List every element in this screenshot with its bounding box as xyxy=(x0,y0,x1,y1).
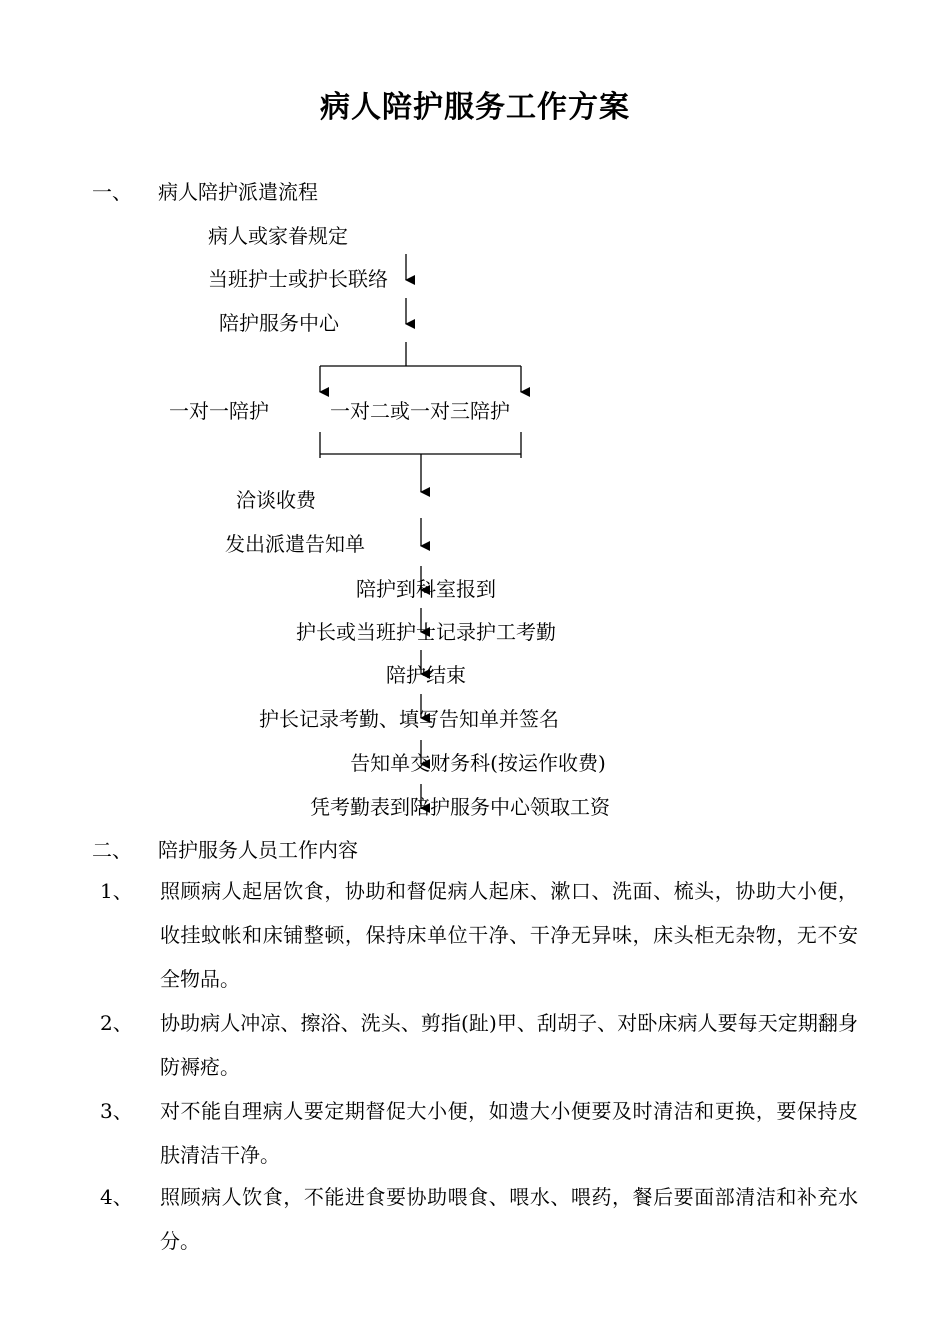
section-2-title: 陪护服务人员工作内容 xyxy=(158,838,358,862)
flow-step-collect-wages: 凭考勤表到陪护服务中心领取工资 xyxy=(310,795,610,819)
list-item-text: 照顾病人起居饮食，协助和督促病人起床、漱口、洗面、梳头，协助大小便，收挂蚊帐和床铺整顿，保持床单位干净、干净无异味，床头柜无杂物，无不安全物品。 xyxy=(160,879,858,991)
list-item xyxy=(100,1089,860,1177)
list-item-text: 照顾病人饮食，不能进食要协助喂食、喂水、喂药，餐后要面部清洁和补充水分。 xyxy=(160,1185,858,1253)
flow-option-one-to-one: 一对一陪护 xyxy=(169,399,269,423)
list-item xyxy=(100,1001,860,1089)
flow-step-sign-notice: 护长记录考勤、填写告知单并签名 xyxy=(259,707,559,731)
list-item xyxy=(100,869,860,1001)
flow-step-finance: 告知单交财务科(按运作收费) xyxy=(350,751,606,775)
flow-step-record-attendance: 护长或当班护士记录护工考勤 xyxy=(296,620,556,644)
list-item-number: 3、 xyxy=(100,1099,133,1123)
flow-step-nurse-contact: 当班护士或护长联络 xyxy=(208,267,388,291)
list-item xyxy=(100,1175,860,1263)
page-title: 病人陪护服务工作方案 xyxy=(320,90,630,125)
flow-step-patient-request: 病人或家眷规定 xyxy=(208,224,348,248)
section-1-number: 一、 xyxy=(92,180,132,204)
flow-step-care-ends: 陪护结束 xyxy=(386,663,466,687)
list-item-text: 协助病人冲凉、擦浴、洗头、剪指(趾)甲、刮胡子、对卧床病人要每天定期翻身防褥疮。 xyxy=(160,1011,858,1079)
flow-option-one-to-many: 一对二或一对三陪护 xyxy=(330,399,510,423)
flow-step-service-center: 陪护服务中心 xyxy=(219,311,339,335)
section-1-title: 病人陪护派遣流程 xyxy=(158,180,318,204)
section-2-heading xyxy=(92,836,492,864)
list-item-text: 对不能自理病人要定期督促大小便，如遗大小便要及时清洁和更换，要保持皮肤清洁干净。 xyxy=(160,1099,858,1167)
list-item-number: 1、 xyxy=(100,879,133,903)
section-2-number: 二、 xyxy=(92,838,132,862)
flow-step-negotiate-fee: 洽谈收费 xyxy=(236,488,316,512)
list-item-number: 2、 xyxy=(100,1011,133,1035)
list-item-number: 4、 xyxy=(100,1185,133,1209)
flow-step-dispatch-notice: 发出派遣告知单 xyxy=(225,532,365,556)
flow-step-report-to-ward: 陪护到科室报到 xyxy=(356,577,496,601)
